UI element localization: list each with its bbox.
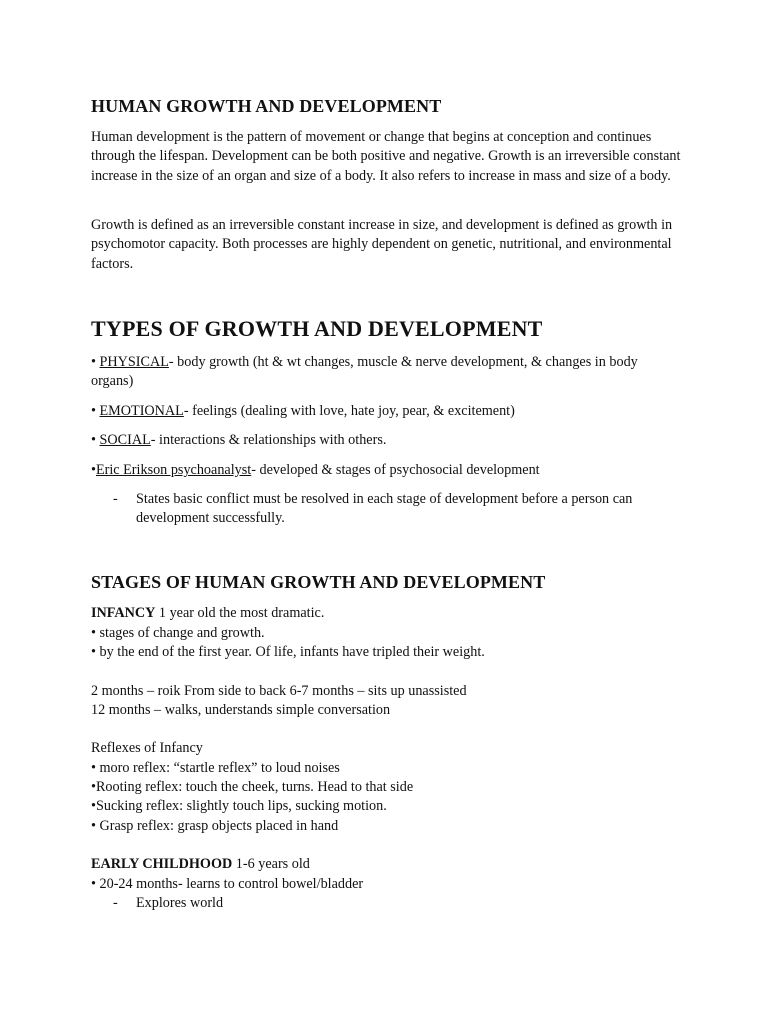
milestone-line: 2 months – roik From side to back 6-7 months – sits up unassisted (91, 683, 467, 699)
early-childhood-label: EARLY CHILDHOOD (91, 856, 233, 872)
term-erikson: Eric Erikson psychoanalyst (95, 462, 252, 478)
type-item-social (91, 431, 681, 450)
title-types: TYPES OF GROWTH AND DEVELOPMENT (91, 316, 543, 341)
bullet: • (91, 354, 100, 370)
title-stages: STAGES OF HUMAN GROWTH AND DEVELOPMENT (91, 572, 546, 592)
dash-marker: - (113, 491, 118, 507)
early-childhood-sub: Explores world (136, 895, 224, 911)
reflex-item: •Rooting reflex: touch the cheek, turns. Head to that side (91, 779, 414, 795)
term-social: SOCIAL (99, 432, 151, 448)
type-item-physical (91, 353, 681, 392)
early-childhood-rest: 1-6 years old (232, 856, 310, 872)
intro-paragraph-2: Growth is defined as an irreversible constant increase in size, and development is defined as growth in psychomotor capacity. Both processes are highly dependent on genetic, nutritional, and environmental factors. (91, 217, 673, 272)
type-item-erikson (91, 461, 681, 480)
infancy-bullet: • by the end of the first year. Of life, infants have tripled their weight. (91, 644, 485, 660)
early-childhood-bullet: • 20-24 months- learns to control bowel/bladder (91, 876, 364, 892)
desc-social: - interactions & relationships with others. (150, 432, 387, 448)
infancy-label: INFANCY (91, 605, 156, 621)
bullet: • (91, 403, 100, 419)
type-item-emotional (91, 402, 681, 421)
bullet: • (91, 432, 100, 448)
intro-paragraph-1: Human development is the pattern of movement or change that begins at conception and continues through the lifespan. Development can be both positive and negative. Growth is an irreversible constant increase in the size of an organ and size of a body. It also refers to increase in mass and size of a body. (91, 129, 681, 184)
infancy-heading (91, 604, 681, 623)
desc-erikson: - developed & stages of psychosocial development (251, 462, 540, 478)
bullet: • (91, 462, 96, 478)
term-physical: PHYSICAL (99, 354, 169, 370)
term-emotional: EMOTIONAL (99, 403, 184, 419)
title-human-growth: HUMAN GROWTH AND DEVELOPMENT (91, 96, 442, 116)
desc-physical: - body growth (ht & wt changes, muscle & nerve development, & changes in body organs) (91, 354, 638, 390)
reflexes-title: Reflexes of Infancy (91, 740, 203, 756)
dash-marker: - (113, 895, 118, 911)
reflex-item: •Sucking reflex: slightly touch lips, sucking motion. (91, 798, 387, 814)
infancy-rest: 1 year old the most dramatic. (155, 605, 325, 621)
erikson-sub-note: States basic conflict must be resolved in each stage of development before a person can development successfully. (136, 491, 633, 527)
reflex-item: • moro reflex: “startle reflex” to loud noises (91, 760, 340, 776)
desc-emotional: - feelings (dealing with love, hate joy, pear, & excitement) (183, 403, 515, 419)
early-childhood-heading (91, 855, 681, 874)
infancy-bullet: • stages of change and growth. (91, 625, 265, 641)
reflex-item: • Grasp reflex: grasp objects placed in hand (91, 818, 339, 834)
milestone-line: 12 months – walks, understands simple conversation (91, 702, 391, 718)
